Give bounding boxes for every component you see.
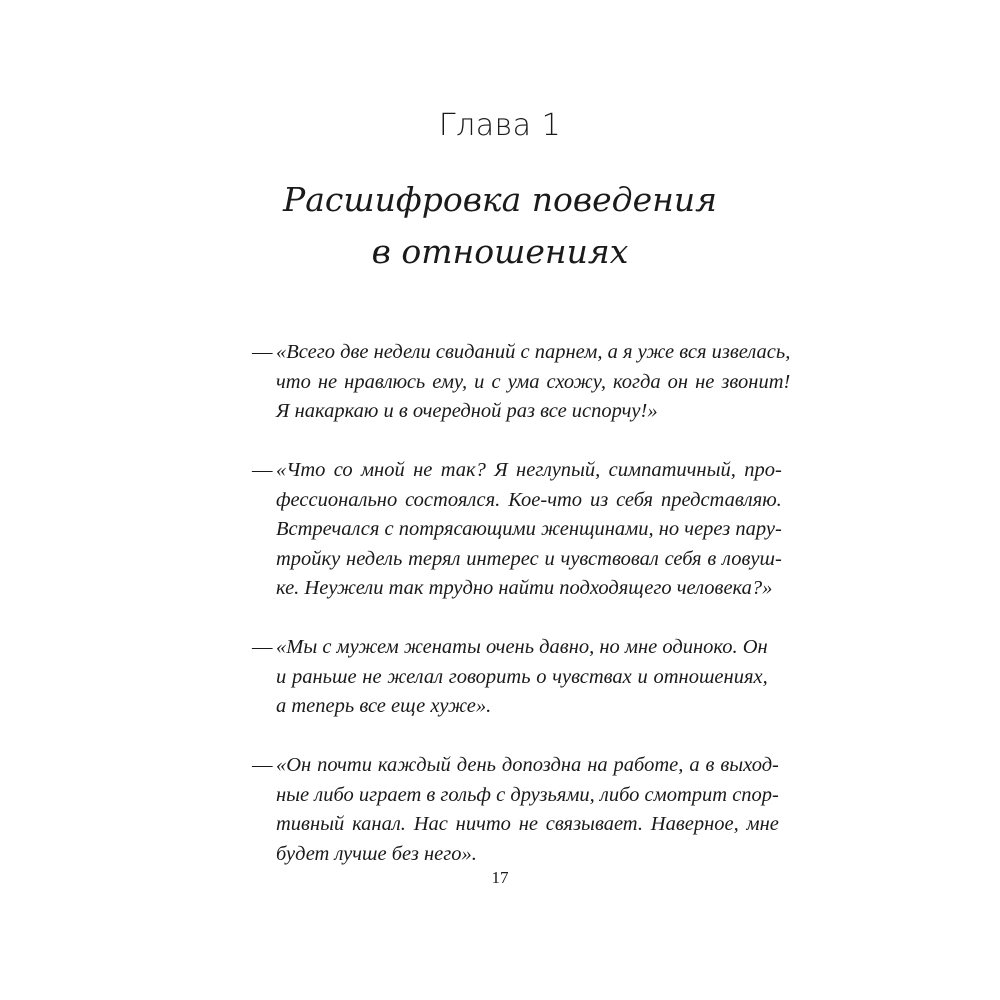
quote-line: «Что со мной не так? Я неглупый, симпатичный, про-: [276, 459, 782, 481]
page-number: 17: [491, 868, 509, 887]
quote-paragraph: [252, 456, 782, 604]
quote-line: ные либо играет в гольф с друзьями, либо смотрит спор-: [276, 783, 779, 806]
quote-dash: —: [252, 459, 273, 481]
quote-line: а теперь все еще хуже».: [276, 695, 492, 717]
quote-dash: —: [252, 636, 273, 658]
quote-line: Встречался с потрясающими женщинами, но через пару-: [276, 518, 782, 540]
quotes-list: [252, 338, 791, 899]
quote-line: «Мы с мужем женаты очень давно, но мне одиноко. Он: [276, 636, 768, 658]
quote-line: Я накаркаю и в очередной раз все испорчу!»: [276, 400, 658, 422]
quote-paragraph: [252, 633, 768, 722]
quote-paragraph: [252, 751, 779, 869]
quote-line: «Всего две недели свиданий с парнем, а я уже вся извелась,: [276, 341, 791, 363]
quote-dash: —: [252, 341, 273, 363]
chapter-title: [0, 174, 1000, 278]
chapter-title-line: в отношениях: [371, 232, 629, 271]
quote-line: будет лучше без него».: [276, 842, 477, 865]
quote-line: тройку недель терял интерес и чувствовал себя в ловуш-: [276, 547, 782, 570]
quote-line: и раньше не желал говорить о чувствах и отношениях,: [276, 665, 768, 688]
chapter-title-line: Расшифровка поведения: [283, 180, 717, 219]
quote-paragraph: [252, 338, 791, 427]
quote-dash: —: [252, 754, 273, 776]
chapter-label: Глава 1: [438, 108, 562, 143]
quote-line: фессионально состоялся. Кое-что из себя представляю.: [276, 488, 782, 511]
quote-line: что не нравлюсь ему, и с ума схожу, когда он не звонит!: [276, 370, 791, 393]
quote-line: «Он почти каждый день допоздна на работе, а в выход-: [276, 754, 779, 776]
quote-line: тивный канал. Нас ничто не связывает. Наверное, мне: [276, 813, 779, 835]
quote-line: ке. Неужели так трудно найти подходящего человека?»: [276, 577, 773, 599]
